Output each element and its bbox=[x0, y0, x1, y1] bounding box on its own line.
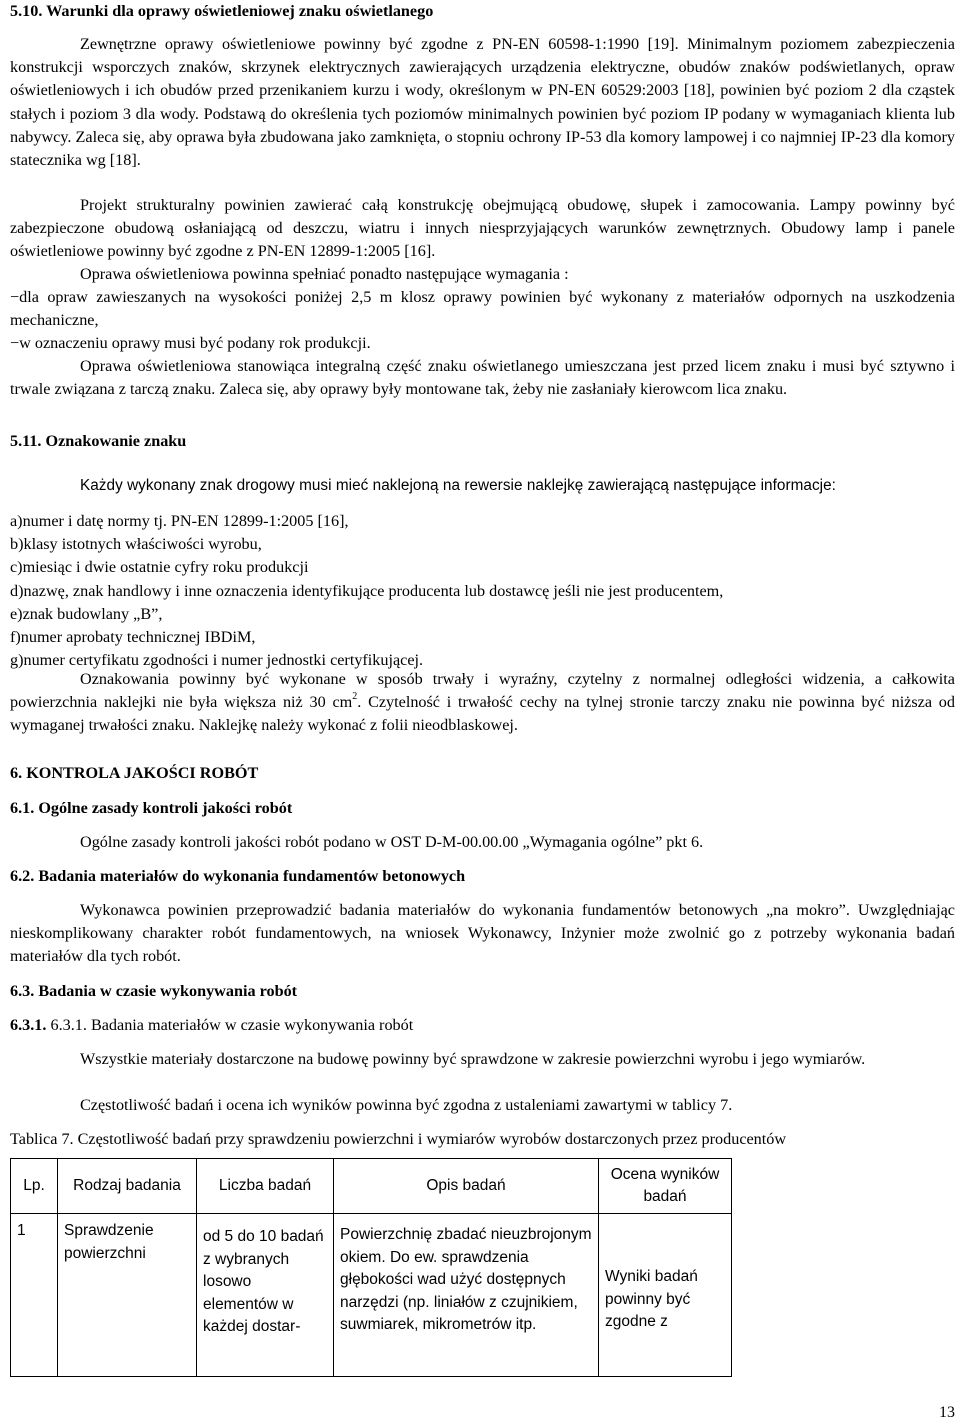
header-liczba: Liczba badań bbox=[197, 1159, 334, 1214]
section-6-3-heading: 6.3. Badania w czasie wykonywania robót bbox=[10, 982, 298, 1000]
superscript: 2 bbox=[352, 690, 358, 702]
list-item: d)nazwę, znak handlowy i inne oznaczenia identyfikujące producenta lub dostawcę jeśli nie jest producentem, bbox=[10, 581, 724, 600]
page-number: 13 bbox=[939, 1404, 955, 1421]
label-info-list bbox=[10, 510, 955, 672]
paragraph-text-a: Oznakowania powinny być wykonane w sposób trwały i wyraźny, czytelny z normalnej odległości widzenia, a całkowita powierzchnia naklejki nie była większa niż 30 cm bbox=[10, 670, 955, 712]
cell-lp: 1 bbox=[11, 1214, 58, 1377]
section-5-11-intro: Każdy wykonany znak drogowy musi mieć naklejoną na rewersie naklejkę zawierającą następujące informacje: bbox=[80, 477, 836, 494]
section-6-3-1-paragraph-1: Wszystkie materiały dostarczone na budowę powinny być sprawdzone w zakresie powierzchni wyrobu i jego wymiarów. bbox=[80, 1050, 866, 1068]
table-7 bbox=[10, 1158, 732, 1377]
header-rodzaj: Rodzaj badania bbox=[58, 1159, 197, 1214]
section-6-2-text: Wykonawca powinien przeprowadzić badania materiałów do wykonania fundamentów betonowych „na mokro”. Uwzględniając nieskomplikowany charakter robót fundamentowych, na wniosek Wykonawcy, Inżynier może zwolnić go z potrzeby wykonania badań materiałów dla tych robót. bbox=[10, 901, 955, 966]
cell-ocena: Wyniki badań powinny być zgodne z bbox=[599, 1214, 732, 1377]
cell-opis: Powierzchnię zbadać nieuzbrojonym okiem. Do ew. sprawdzenia głębokości wad użyć dostępnych narzędzi (np. liniałów z czujnikiem, suwmiarek, mikrometrów itp. bbox=[334, 1214, 599, 1377]
section-5-11-paragraph bbox=[10, 668, 955, 738]
paragraph-text: Zewnętrzne oprawy oświetleniowe powinny być zgodne z PN-EN 60598-1:1990 [19]. Minimalnym poziomem zabezpieczenia konstrukcji wsporczych znaków, skrzynek elektrycznych zawierających urządzenia elektryczne, obudów znaków podświetlanych, opraw oświetleniowych i ich obudów przed przenikaniem kurzu i wody, określonym w PN-EN 60529:2003 [18], powinien być poziom 2 dla cząstek stałych i poziom 3 dla wody. Podstawą do określenia tych poziomów minimalnych powinien być poziom IP podany w wymaganiach klienta lub nabywcy. Zaleca się, aby oprawa była zbudowana jako zamknięta, o stopniu ochrony IP-53 dla komory lampowej i co najmniej IP-23 dla komory statecznika wg [18]. bbox=[10, 35, 955, 170]
list-item: b)klasy istotnych właściwości wyrobu, bbox=[10, 535, 262, 554]
section-6-1-heading: 6.1. Ogólne zasady kontroli jakości robót bbox=[10, 799, 293, 817]
section-5-10-paragraph-2 bbox=[10, 194, 955, 264]
table-7-caption: Tablica 7. Częstotliwość badań przy sprawdzeniu powierzchni i wymiarów wyrobów dostarczonych przez producentów bbox=[10, 1130, 787, 1148]
list-item: f)numer aprobaty technicznej IBDiM, bbox=[10, 628, 256, 647]
cell-liczba: od 5 do 10 badań z wybranych losowo elementów w każdej dostar- bbox=[197, 1214, 334, 1377]
table-header-row bbox=[11, 1159, 732, 1214]
list-item: g)numer certyfikatu zgodności i numer jednostki certyfikującej. bbox=[10, 651, 424, 670]
paragraph-text: Projekt strukturalny powinien zawierać całą konstrukcję obejmującą obudowę, słupek i zamocowania. Lampy powinny być zabezpieczone obudową osłaniającą od deszczu, wiatru i innych niesprzyjających warunków zewnętrznych. Obudowy lamp i panele oświetleniowe powinny być zgodne z PN-EN 12899-1:2005 [16]. bbox=[10, 196, 955, 261]
section-5-10-heading: 5.10. Warunki dla oprawy oświetleniowej znaku oświetlanego bbox=[10, 2, 434, 20]
list-item: a)numer i datę normy tj. PN-EN 12899-1:2005 [16], bbox=[10, 512, 349, 530]
header-opis: Opis badań bbox=[334, 1159, 599, 1214]
section-5-10-paragraph-4: Oprawa oświetleniowa stanowiąca integralną część znaku oświetlanego umieszczana jest przed licem znaku i musi być sztywno i trwale związana z tarczą znaku. Zaleca się, aby oprawy były montowane tak, żeby nie zasłaniały kierowcom lica znaku. bbox=[10, 357, 955, 399]
list-item: c)miesiąc i dwie ostatnie cyfry roku produkcji bbox=[10, 558, 309, 577]
section-6-1-text: Ogólne zasady kontroli jakości robót podano w OST D-M-00.00.00 „Wymagania ogólne” pkt 6. bbox=[80, 833, 704, 851]
section-6-heading: 6. KONTROLA JAKOŚCI ROBÓT bbox=[10, 764, 259, 782]
section-5-10-paragraph-3: Oprawa oświetleniowa powinna spełniać ponadto następujące wymagania : bbox=[80, 265, 569, 283]
paragraph-text-b: . Czytelność i trwałość cechy na tylnej stronie tarczy znaku nie powinna być niższa od wymaganej trwałości znaku. Naklejkę należy wykonać z folii nieodblaskowej. bbox=[10, 693, 955, 735]
requirement-bullet-1: −dla opraw zawieszanych na wysokości poniżej 2,5 m klosz oprawy powinien być wykonany z materiałów odpornych na uszkodzenia mechaniczne, bbox=[10, 288, 955, 330]
section-6-3-1-paragraph-2: Częstotliwość badań i ocena ich wyników powinna być zgodna z ustaleniami zawartymi w tablicy 7. bbox=[80, 1096, 733, 1114]
table-row bbox=[11, 1214, 732, 1377]
section-6-2-heading: 6.2. Badania materiałów do wykonania fundamentów betonowych bbox=[10, 867, 466, 885]
section-5-11-heading: 5.11. Oznakowanie znaku bbox=[10, 432, 187, 450]
list-item: e)znak budowlany „B”, bbox=[10, 604, 163, 623]
section-6-3-1-title: 6.3.1. Badania materiałów w czasie wykonywania robót bbox=[50, 1016, 414, 1034]
header-ocena: Ocena wyników badań bbox=[599, 1159, 732, 1214]
section-6-3-1-number: 6.3.1. bbox=[10, 1016, 47, 1034]
header-lp: Lp. bbox=[11, 1159, 58, 1214]
section-6-3-1-heading bbox=[10, 1014, 955, 1037]
cell-rodzaj: Sprawdzenie powierzchni bbox=[58, 1214, 197, 1377]
requirement-bullet-2: −w oznaczeniu oprawy musi być podany rok produkcji. bbox=[10, 334, 371, 352]
section-5-10-paragraph-1 bbox=[10, 33, 955, 172]
